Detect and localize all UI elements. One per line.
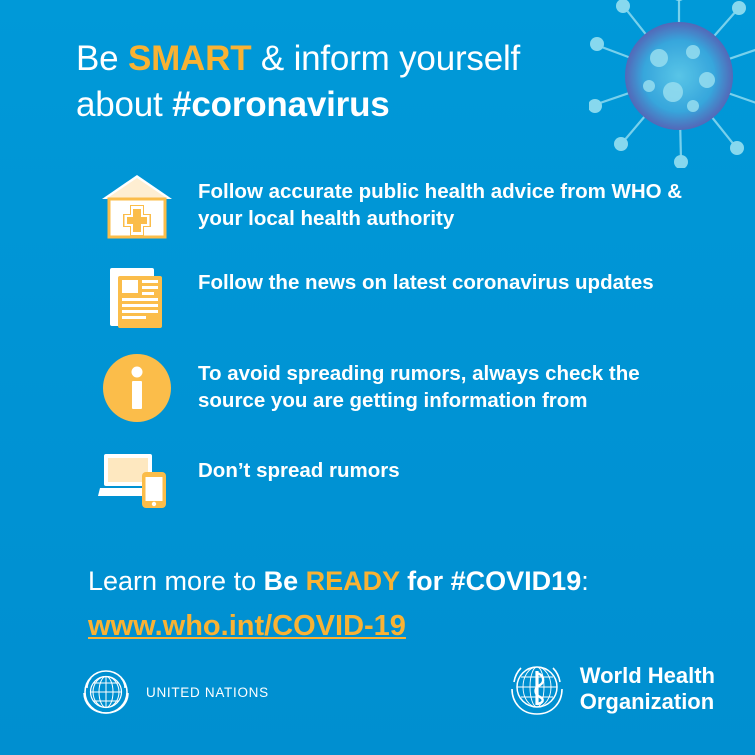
united-nations-logo bbox=[78, 664, 269, 720]
headline-smart: SMART bbox=[127, 39, 252, 78]
cta-ready: READY bbox=[305, 566, 400, 596]
world-health-organization-emblem bbox=[506, 658, 568, 720]
cta-covid-hashtag: #COVID19 bbox=[450, 566, 582, 596]
tip-text: Follow accurate public health advice from WHO & your local health authority bbox=[198, 180, 683, 231]
information-icon bbox=[96, 352, 178, 424]
laptop-phone-icon bbox=[96, 443, 178, 515]
list-item bbox=[96, 261, 696, 333]
who-label-line2: Organization bbox=[579, 689, 715, 714]
cta-block bbox=[88, 562, 728, 647]
newspaper-icon bbox=[96, 261, 178, 333]
list-item bbox=[96, 170, 696, 242]
headline-line-1 bbox=[76, 36, 676, 82]
headline bbox=[76, 36, 676, 128]
cta-be: Be bbox=[263, 566, 306, 596]
cta-for: for bbox=[399, 566, 451, 596]
hospital-icon bbox=[96, 170, 178, 242]
united-nations-emblem bbox=[78, 664, 134, 720]
tip-text: Follow the news on latest coronavirus updates bbox=[198, 271, 654, 294]
list-item bbox=[96, 352, 696, 424]
headline-hashtag: #coronavirus bbox=[172, 85, 390, 125]
who-label bbox=[580, 663, 715, 714]
united-nations-label: UNITED NATIONS bbox=[146, 684, 269, 700]
headline-inform: & inform yourself bbox=[251, 39, 521, 78]
headline-line-2 bbox=[76, 82, 676, 128]
cta-learn-more: Learn more to bbox=[88, 566, 264, 596]
world-health-organization-logo bbox=[506, 658, 715, 720]
headline-be: Be bbox=[76, 39, 128, 78]
list-item bbox=[96, 443, 696, 515]
tip-text: To avoid spreading rumors, always check the source you are getting information from bbox=[198, 362, 640, 413]
who-label-line1: World Health bbox=[579, 663, 715, 689]
tips-list bbox=[96, 170, 696, 534]
headline-about: about bbox=[76, 85, 173, 125]
who-covid-link[interactable]: www.who.int/COVID-19 bbox=[88, 610, 406, 643]
tip-text: Don’t spread rumors bbox=[198, 459, 400, 482]
cta-colon: : bbox=[581, 566, 589, 596]
